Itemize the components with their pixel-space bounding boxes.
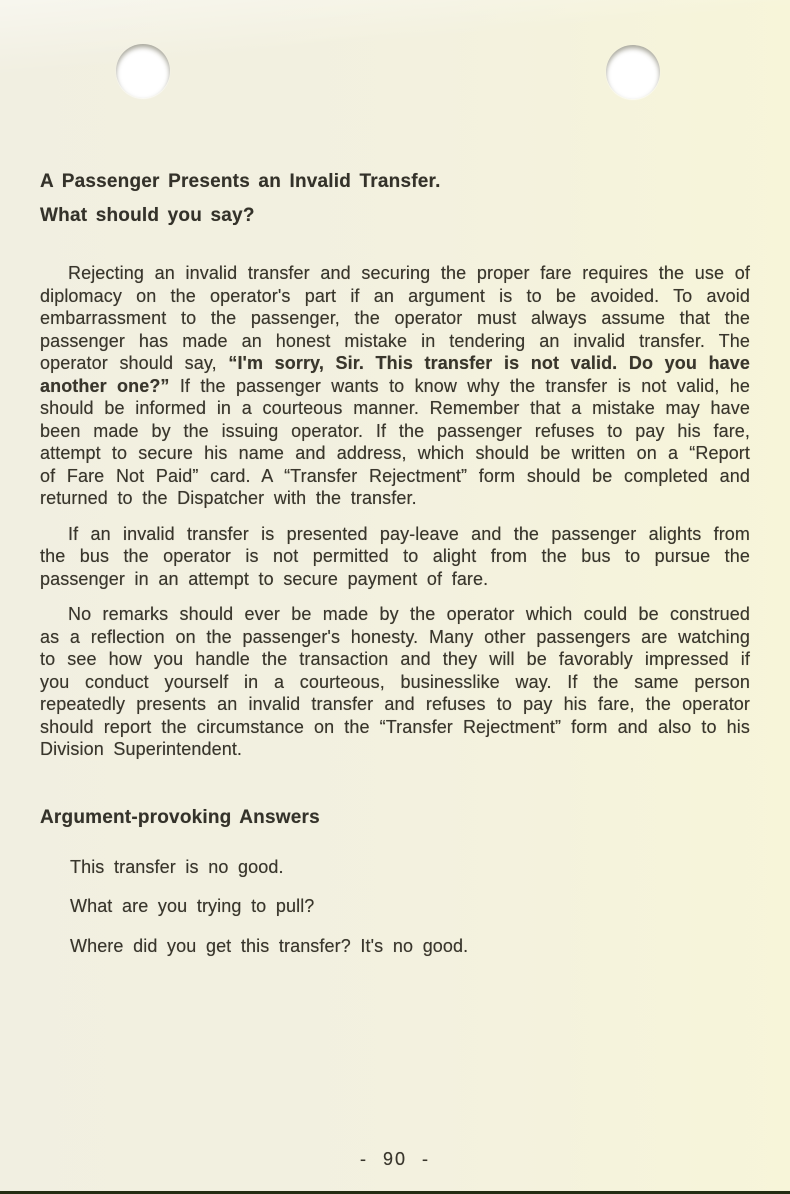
paragraph-text-post: If the passenger wants to know why the transfer is not valid, he should be informed in a courteous manner. Remember that a mistake may have been made by the issuing operator. If the passenger refuses to pay his fare, attempt to secure his name and address, which should be written on a “Report of Fare Not Paid” card. A “Transfer Rejectment” form should be completed and returned to the Dispatcher with the transfer. [40,375,750,508]
question-subtitle: What should you say? [40,205,255,226]
section-title: A Passenger Presents an Invalid Transfer. [40,171,441,192]
answer-item: This transfer is no good. [70,856,284,877]
answer-item: Where did you get this transfer? It's no good. [70,935,469,956]
paragraph-text-pre: Rejecting an invalid transfer and securing the proper fare requires the use of diplomacy on the operator's part if an argument is to be avoided. To avoid embarrassment to the passenger, the operator must always assume that the passenger has made an honest mistake in tendering an invalid transfer. The operator should say, [40,263,750,373]
punch-hole-right [606,45,660,99]
answer-item: What are you trying to pull? [70,896,315,916]
answers-heading: Argument-provoking Answers [40,806,320,828]
page-number: - 90 - [359,1149,430,1169]
paragraph-pay-leave: If an invalid transfer is presented pay-leave and the passenger alights from the bus the operator is not permitted to alight from the bus to pursue the passenger in an attempt to secure payment of fare. [40,523,750,589]
paragraph-no-remarks: No remarks should ever be made by the operator which could be construed as a reflection on the passenger's honesty. Many other passengers are watching to see how you handle the transaction and they will be favorably impressed if you conduct yourself in a courteous, businesslike way. If the same person repeatedly presents an invalid transfer and refuses to pay his fare, the operator should report the circumstance on the “Transfer Rejectment” form and also to his Division Superintendent. [40,604,750,759]
paragraph-rejecting-transfer [40,262,750,510]
scripted-reply-quote: “I'm sorry, Sir. This transfer is not valid. Do you have another one?” [40,353,750,396]
punch-hole-left [116,44,170,98]
